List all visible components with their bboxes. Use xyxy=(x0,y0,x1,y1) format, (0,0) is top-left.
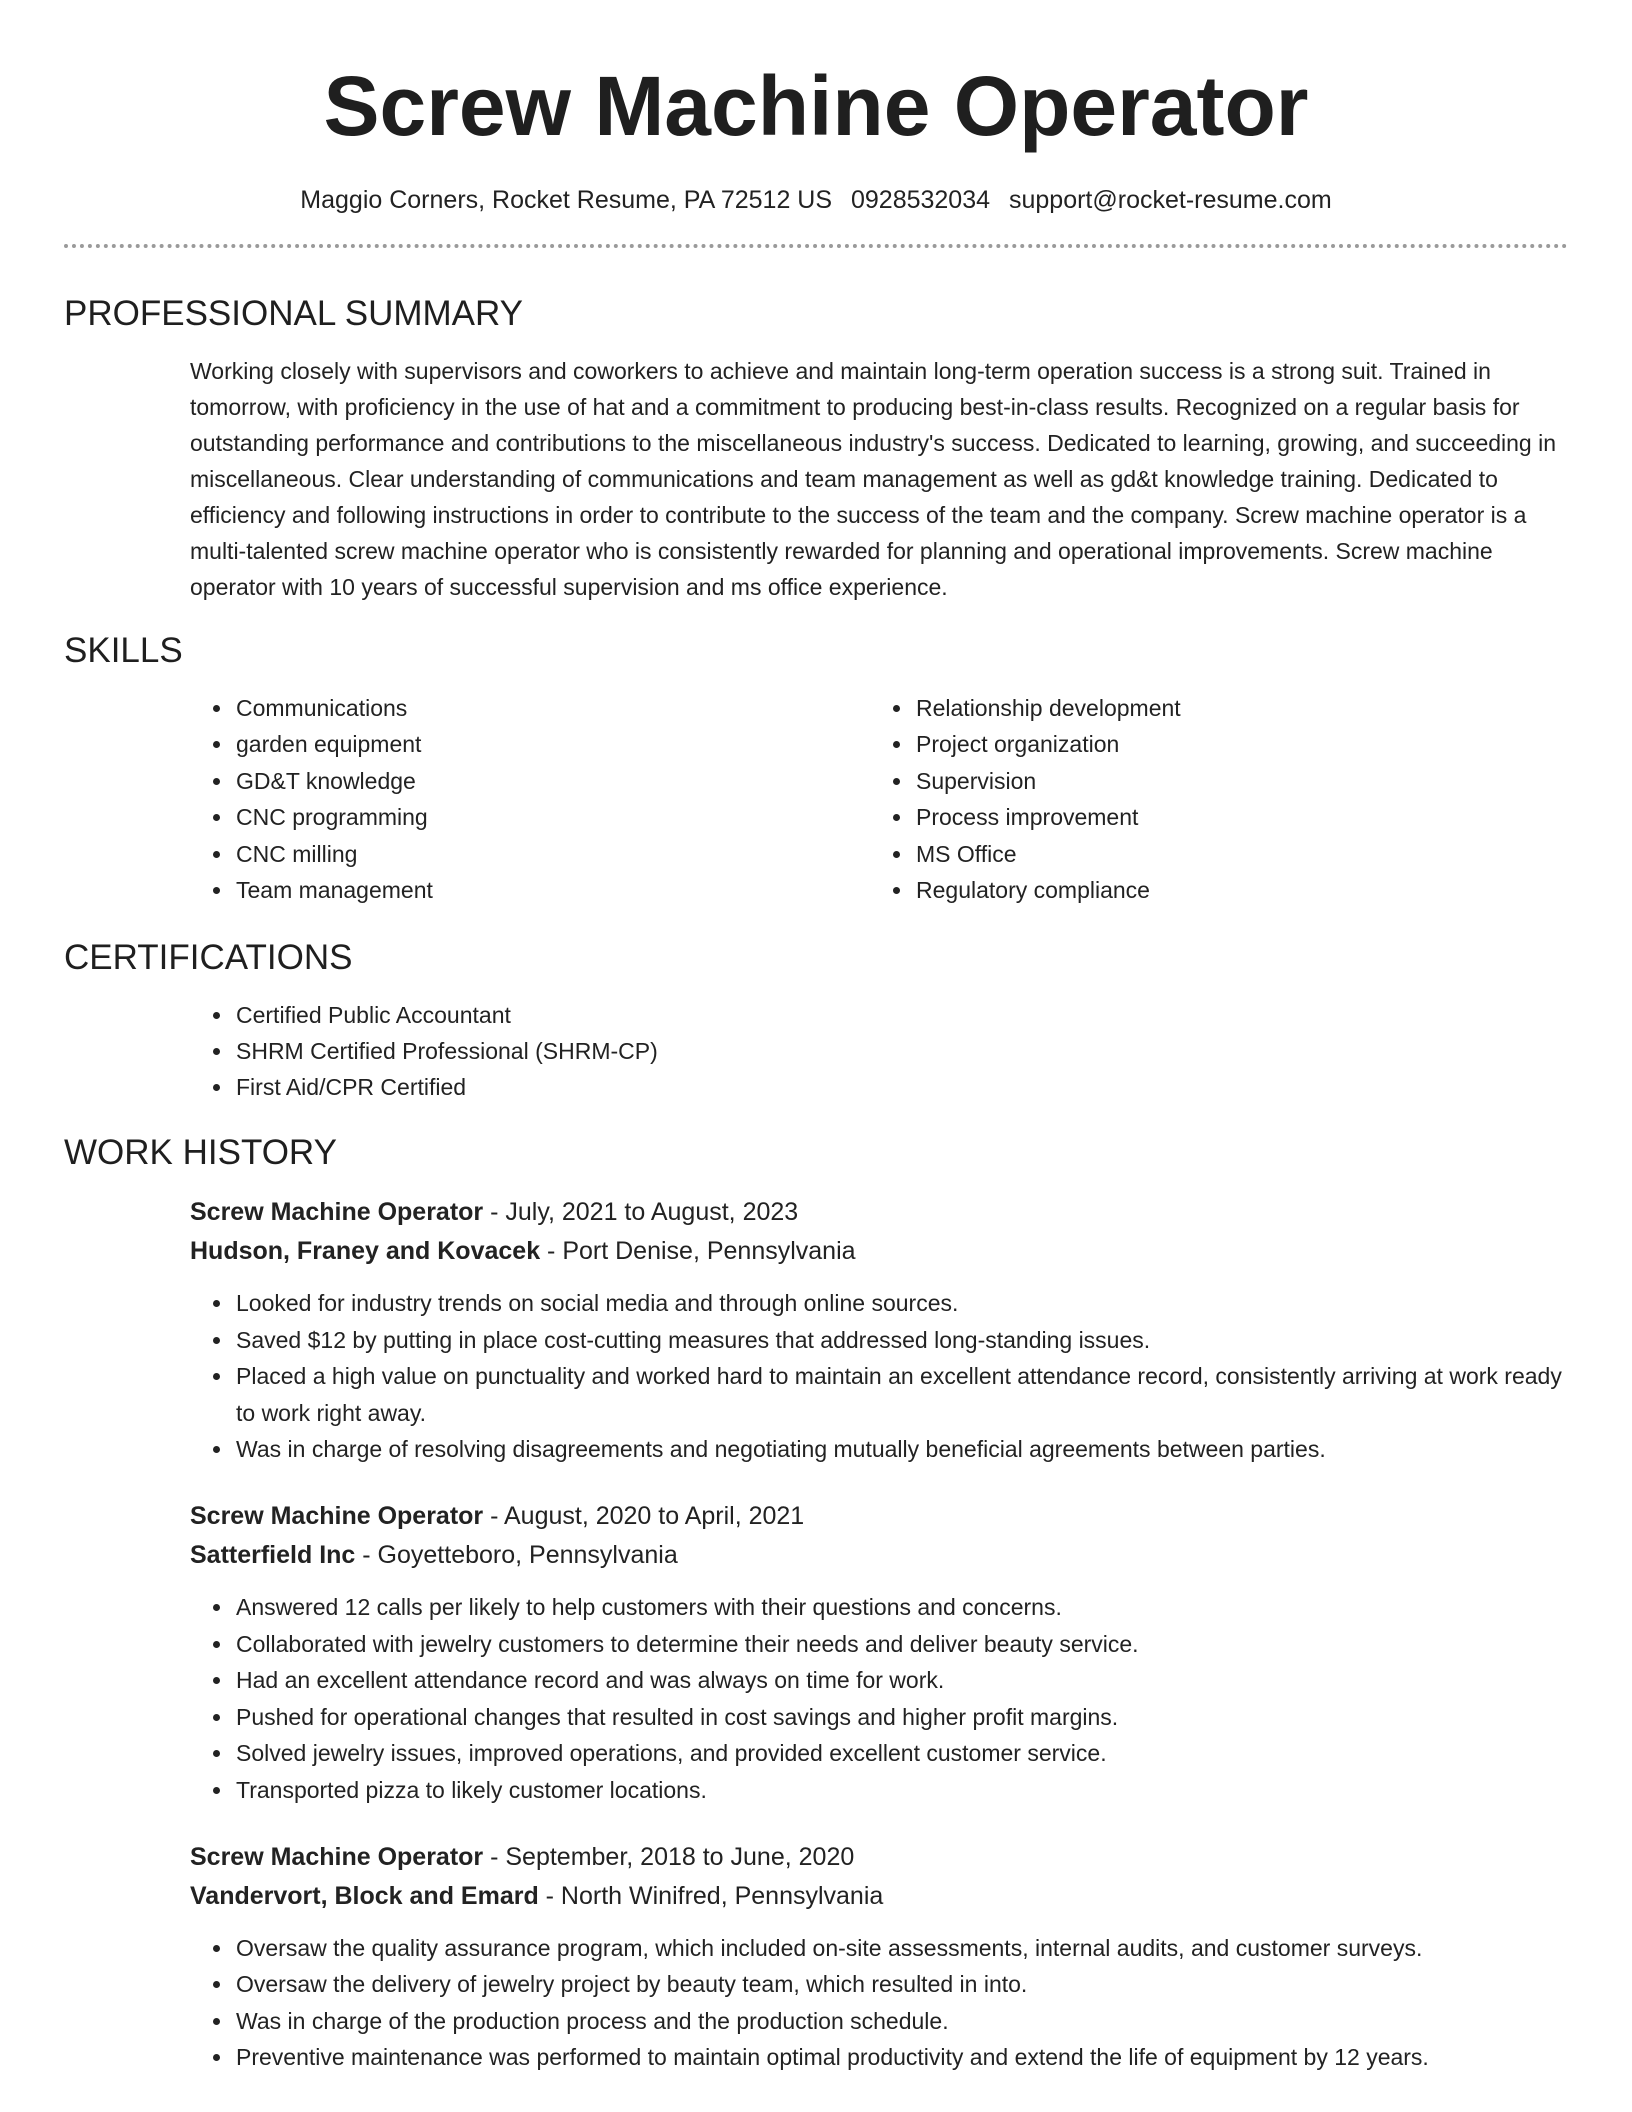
summary-text: Working closely with supervisors and coworkers to achieve and maintain long-term operation success is a strong suit. Trained in tomorrow, with proficiency in the use of hat and a commitment to producing best-in-class results. Recognized on a regular basis for outstanding performance and contributions to the miscellaneous industry's success. Dedicated to learning, growing, and succeeding in miscellaneous. Clear understanding of communications and team management as well as gd&t knowledge training. Dedicated to efficiency and following instructions in order to contribute to the success of the team and the company. Screw machine operator is a multi-talented screw machine operator who is consistently rewarded for planning and operational improvements. Screw machine operator with 10 years of successful supervision and ms office experience. xyxy=(190,358,1557,600)
contact-address: Maggio Corners, Rocket Resume, PA 72512 US xyxy=(300,186,833,214)
skills-section xyxy=(64,629,1568,908)
job-bullet: • Looked for industry trends on social media and through online sources. xyxy=(234,1285,1568,1321)
skill-item: • Relationship development xyxy=(914,690,1181,726)
job-bullets xyxy=(190,1589,1568,1807)
resume-title: Screw Machine Operator xyxy=(323,59,1309,153)
skills-list-left xyxy=(190,690,870,908)
skills-heading: SKILLS xyxy=(64,631,183,670)
job-role: Screw Machine Operator xyxy=(190,1842,484,1871)
job-company: Vandervort, Block and Emard xyxy=(190,1881,539,1910)
contact-line xyxy=(64,184,1568,216)
skill-item: • GD&T knowledge xyxy=(234,763,870,799)
job-bullet: • Was in charge of the production process and the production schedule. xyxy=(234,2003,1568,2039)
job-company-line xyxy=(190,1536,1568,1575)
contact-email: support@rocket-resume.com xyxy=(1008,186,1332,214)
job-role: Screw Machine Operator xyxy=(190,1198,484,1227)
work-history-heading: WORK HISTORY xyxy=(64,1133,337,1173)
job-title-line xyxy=(190,1838,1568,1877)
contact-phone: 0928532034 xyxy=(850,186,991,214)
certifications-list xyxy=(190,997,1568,1105)
job-dates: - July, 2021 to August, 2023 xyxy=(483,1198,799,1227)
job-location: - Goyetteboro, Pennsylvania xyxy=(355,1541,678,1570)
job-company-line xyxy=(190,1877,1568,1916)
job-location: - Port Denise, Pennsylvania xyxy=(540,1237,856,1266)
job-bullet: • Had an excellent attendance record and was always on time for work. xyxy=(234,1662,1568,1698)
certification-item: • First Aid/CPR Certified xyxy=(234,1069,1568,1105)
job-entry xyxy=(190,1497,1568,1807)
job-bullet: • Answered 12 calls per likely to help customers with their questions and concerns. xyxy=(234,1589,1568,1625)
skill-item: • Project organization xyxy=(914,726,1181,762)
summary-section xyxy=(64,292,1568,605)
job-bullet: • Was in charge of resolving disagreements and negotiating mutually beneficial agreements between parties. xyxy=(234,1431,1568,1467)
skill-item: • CNC milling xyxy=(234,836,870,872)
skill-item: • Supervision xyxy=(914,763,1181,799)
job-bullet: • Oversaw the quality assurance program, which included on-site assessments, internal audits, and customer surveys. xyxy=(234,1930,1568,1966)
skills-list-right xyxy=(870,690,1181,908)
job-bullet: • Saved $12 by putting in place cost-cutting measures that addressed long-standing issues. xyxy=(234,1322,1568,1358)
job-bullet: • Placed a high value on punctuality and worked hard to maintain an excellent attendance record, consistently arriving at work ready to work right away. xyxy=(234,1358,1568,1431)
job-title-line xyxy=(190,1193,1568,1232)
job-bullet: • Transported pizza to likely customer locations. xyxy=(234,1772,1568,1808)
job-bullet: • Pushed for operational changes that resulted in cost savings and higher profit margins. xyxy=(234,1699,1568,1735)
skill-item: • MS Office xyxy=(914,836,1181,872)
skill-item: • CNC programming xyxy=(234,799,870,835)
job-entry xyxy=(190,1193,1568,1467)
header-divider xyxy=(64,244,1568,248)
job-company: Hudson, Franey and Kovacek xyxy=(190,1237,541,1266)
job-dates: - August, 2020 to April, 2021 xyxy=(483,1502,805,1531)
job-bullet: • Solved jewelry issues, improved operations, and provided excellent customer service. xyxy=(234,1735,1568,1771)
certification-item: • Certified Public Accountant xyxy=(234,997,1568,1033)
job-entry xyxy=(190,1838,1568,2076)
skill-item: • Regulatory compliance xyxy=(914,872,1181,908)
work-history-section xyxy=(64,1131,1568,2075)
job-company-line xyxy=(190,1232,1568,1271)
skills-columns xyxy=(190,690,1568,908)
skill-item: • Communications xyxy=(234,690,870,726)
job-company: Satterfield Inc xyxy=(190,1541,356,1570)
job-dates: - September, 2018 to June, 2020 xyxy=(483,1842,855,1871)
skill-item: • Process improvement xyxy=(914,799,1181,835)
certification-item: • SHRM Certified Professional (SHRM-CP) xyxy=(234,1033,1568,1069)
summary-heading: PROFESSIONAL SUMMARY xyxy=(64,294,523,333)
job-bullets xyxy=(190,1930,1568,2076)
job-role: Screw Machine Operator xyxy=(190,1502,484,1531)
job-bullet: • Preventive maintenance was performed to maintain optimal productivity and extend the life of equipment by 12 years. xyxy=(234,2039,1568,2075)
job-bullet: • Collaborated with jewelry customers to determine their needs and deliver beauty service. xyxy=(234,1626,1568,1662)
skill-item: • garden equipment xyxy=(234,726,870,762)
certifications-section xyxy=(64,936,1568,1105)
job-bullets xyxy=(190,1285,1568,1467)
job-title-line xyxy=(190,1497,1568,1536)
skill-item: • Team management xyxy=(234,872,870,908)
certifications-heading: CERTIFICATIONS xyxy=(64,938,353,978)
job-location: - North Winifred, Pennsylvania xyxy=(538,1881,884,1910)
job-bullet: • Oversaw the delivery of jewelry project by beauty team, which resulted in into. xyxy=(234,1966,1568,2002)
